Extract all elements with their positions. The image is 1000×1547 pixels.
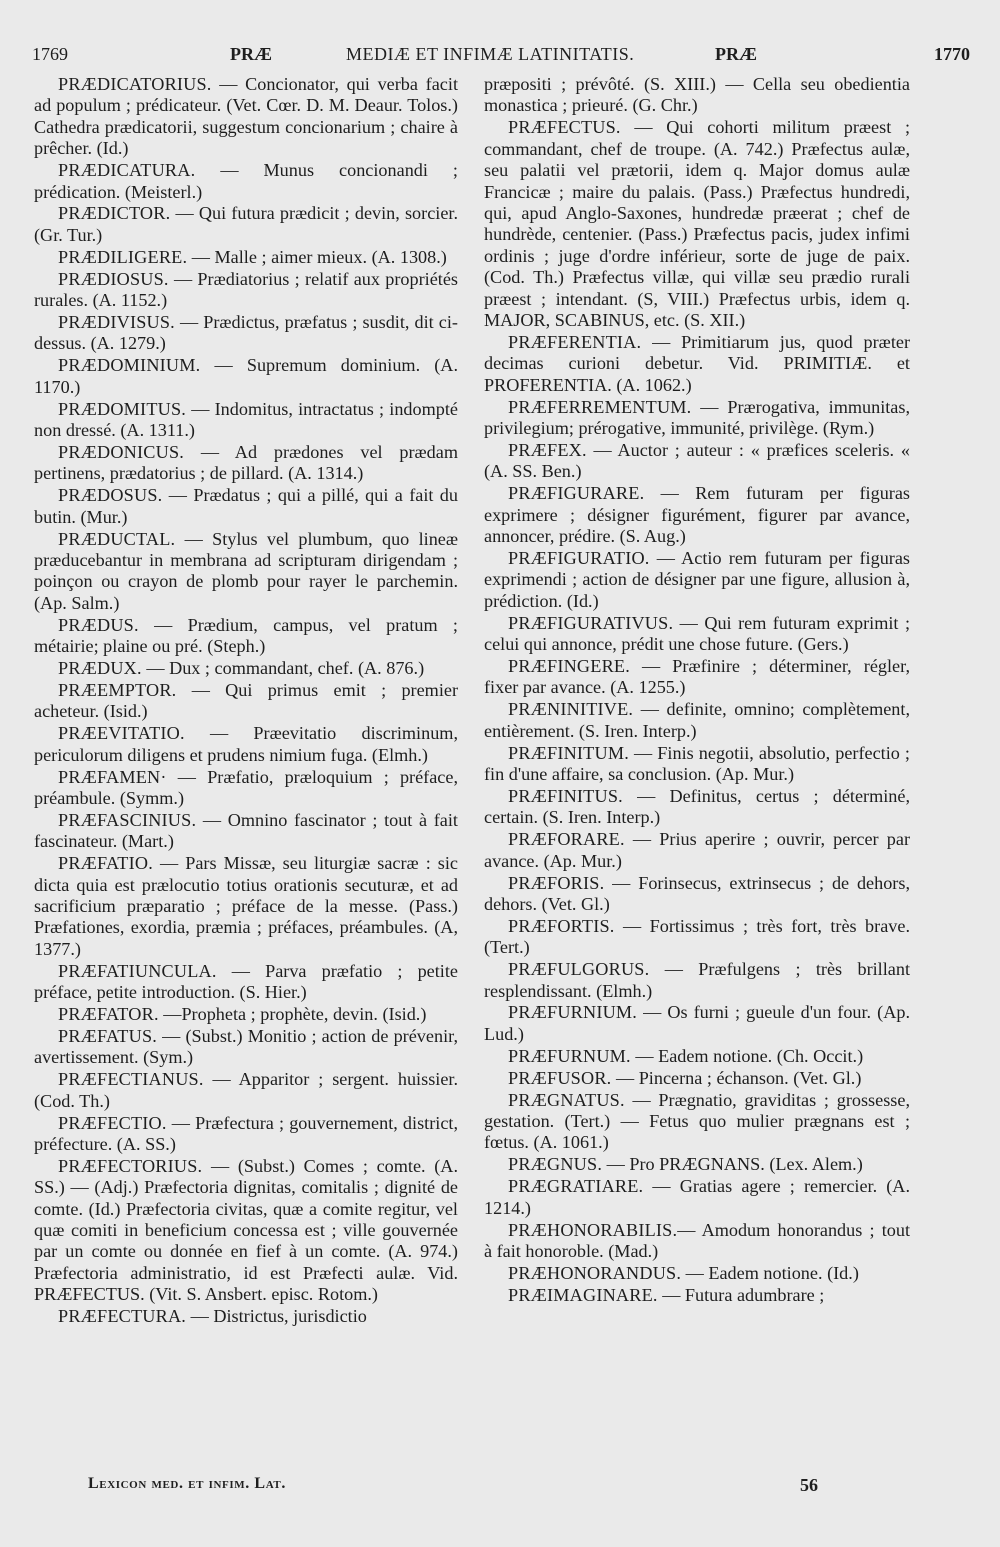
- entry-definition: — Districtus, jurisdictio: [186, 1306, 367, 1327]
- dictionary-entry: [484, 548, 910, 612]
- entry-headword: PRÆEMPTOR.: [58, 679, 177, 700]
- entry-definition: — Prius aperire ; ouvrir, percer par avance. (Ap. Mur.): [484, 829, 910, 871]
- entry-definition: — Os furni ; gueule d'un four. (Ap. Lud.): [484, 1002, 910, 1044]
- dictionary-entry: [484, 332, 910, 396]
- dictionary-entry: [34, 312, 458, 355]
- dictionary-entry: [484, 786, 910, 829]
- entry-definition: —Propheta ; prophète, devin. (Isid.): [158, 1003, 427, 1024]
- dictionary-entry: [484, 1176, 910, 1219]
- dictionary-entry: [484, 743, 910, 786]
- entry-definition: — Prædium, campus, vel pratum ; métairie; plaine ou pré. (Steph.): [34, 614, 458, 657]
- dictionary-entry: [34, 399, 458, 442]
- entry-definition: præpositi ; prévôté. (S. XIII.) — Cella seu obedientia monastica ; prieuré. (G. Chr.): [484, 74, 910, 116]
- entry-headword: PRÆFECTURA.: [58, 1306, 187, 1327]
- entry-headword: PRÆDUCTAL.: [58, 528, 176, 549]
- dictionary-entry: [484, 1068, 910, 1089]
- entry-headword: PRÆFORARE.: [508, 829, 625, 850]
- dictionary-entry: [484, 613, 910, 656]
- entry-definition: — Prægnatio, graviditas ; grossesse, gestation. (Tert.) — Fetus quo mulier prægnans est ; fœtus. (A. 1061.): [484, 1089, 910, 1153]
- entry-definition: — Eadem notione. (Ch. Occit.): [630, 1045, 864, 1066]
- entry-definition: — Præfinire ; déterminer, régler, fixer par avance. (A. 1255.): [484, 655, 910, 698]
- dictionary-entry: [34, 767, 458, 810]
- dictionary-entry: [34, 355, 458, 398]
- dictionary-entry: [484, 1002, 910, 1045]
- dictionary-entry: [484, 117, 910, 331]
- entry-definition: — Amodum honorandus ; tout à fait honoroble. (Mad.): [484, 1219, 910, 1261]
- entry-definition: — Prædatus ; qui a pillé, qui a fait du butin. (Mur.): [34, 485, 458, 527]
- dictionary-entry: [484, 1046, 910, 1067]
- entry-definition: — Munus concionandi ; prédication. (Meisterl.): [34, 160, 458, 202]
- entry-headword: PRÆFORIS.: [508, 872, 605, 893]
- entry-headword: PRÆDIOSUS.: [58, 268, 169, 289]
- dictionary-entry: [34, 961, 458, 1004]
- dictionary-entry: [484, 699, 910, 742]
- entry-definition: — Parva præfatio ; petite préface, petite introduction. (S. Hier.): [34, 960, 458, 1003]
- dictionary-entry: [484, 1285, 910, 1306]
- entry-headword: PRÆFATIO.: [58, 853, 153, 874]
- entry-definition: — Finis negotii, absolutio, perfectio ; fin d'une affaire, sa conclusion. (Ap. Mur.): [484, 742, 910, 784]
- dictionary-entry: [34, 615, 458, 658]
- dictionary-entry: [484, 959, 910, 1002]
- entry-headword: PRÆFORTIS.: [508, 915, 615, 936]
- dictionary-entry: [34, 1113, 458, 1156]
- entry-headword: PRÆDOMINIUM.: [58, 355, 201, 376]
- dictionary-entry: [484, 397, 910, 440]
- entry-headword: PRÆFERREMENTUM.: [508, 396, 692, 417]
- entry-headword: PRÆDICATORIUS.: [58, 74, 212, 94]
- entry-headword: PRÆFERENTIA.: [508, 331, 642, 352]
- entry-headword: PRÆFAMEN·: [58, 766, 167, 787]
- entry-headword: PRÆFIGURATIVUS.: [508, 612, 674, 633]
- left-column: [34, 74, 458, 1328]
- entry-headword: PRÆFEX.: [508, 439, 587, 460]
- entry-definition: — Qui primus emit ; premier acheteur. (Isid.): [34, 679, 458, 722]
- entry-headword: PRÆHONORABILIS.: [508, 1219, 678, 1240]
- entry-headword: PRÆFURNIUM.: [508, 1002, 638, 1023]
- entry-headword: PRÆFATOR.: [58, 1003, 159, 1024]
- entry-headword: PRÆGRATIARE.: [508, 1176, 644, 1197]
- entry-definition: — Præfatio, præloquium ; préface, préambule. (Symm.): [34, 766, 458, 808]
- entry-definition: — (Subst.) Comes ; comte. (A. SS.) — (Adj.) Præfectoria dignitas, comitalis ; dignité de comte. (Id.) Præfectoria civitas, quæ a comite regitur, vel quæ comiti in beneficium concessa est ; ville gouvernée par un comte ou donnée en fief à un comte. (A. 974.) Præfectoria administratio, id est Præfecti aulæ. Vid. PRÆFECTUS. (Vit. S. Ansbert. episc. Rotom.): [34, 1155, 458, 1305]
- running-title: MEDIÆ ET INFIMÆ LATINITATIS.: [346, 44, 635, 64]
- dictionary-entry: [34, 529, 458, 615]
- entry-headword: PRÆFIGURARE.: [508, 483, 645, 504]
- entry-definition: — definite, omnino; complètement, entièrement. (S. Iren. Interp.): [484, 699, 910, 741]
- entry-definition: — Eadem notione. (Id.): [681, 1262, 859, 1283]
- dictionary-entry: [484, 656, 910, 699]
- dictionary-entry: [484, 916, 910, 959]
- dictionary-entry: [34, 658, 458, 679]
- dictionary-entry: [34, 203, 458, 246]
- entry-headword: PRÆDOSUS.: [58, 485, 163, 506]
- dictionary-entry: [34, 442, 458, 485]
- entry-headword: PRÆFINITUS.: [508, 785, 623, 806]
- entry-definition: — Apparitor ; sergent. huissier. (Cod. Th.): [34, 1069, 458, 1111]
- entry-definition: — Indomitus, intractatus ; indompté non dressé. (A. 1311.): [34, 398, 458, 440]
- entry-headword: PRÆFECTIO.: [58, 1112, 167, 1133]
- entry-definition: — Primitiarum jus, quod præter decimas curioni debetur. Vid. PRIMITIÆ. et PROFERENTIA. (A. 1062.): [484, 331, 910, 395]
- entry-headword: PRÆIMAGINARE.: [508, 1284, 658, 1305]
- entry-definition: — Qui rem futuram exprimit ; celui qui annonce, prédit une chose future. (Gers.): [484, 612, 910, 655]
- dictionary-entry: [34, 269, 458, 312]
- entry-headword: PRÆFATUS.: [58, 1025, 158, 1046]
- right-column: [484, 74, 910, 1307]
- entry-definition: — Prædiatorius ; relatif aux propriétés rurales. (A. 1152.): [34, 268, 458, 311]
- entry-headword: PRÆEVITATIO.: [58, 723, 185, 744]
- entry-definition: — Qui futura prædicit ; devin, sorcier. (Gr. Tur.): [34, 203, 458, 245]
- entry-definition: — Præfectura ; gouvernement, district, préfecture. (A. SS.): [34, 1112, 458, 1154]
- entry-headword: PRÆDONICUS.: [58, 441, 185, 462]
- entry-headword: PRÆFASCINIUS.: [58, 809, 197, 830]
- right-guide-word: PRÆ: [715, 44, 757, 64]
- entry-headword: PRÆDIVISUS.: [58, 311, 175, 332]
- entry-definition: — Definitus, certus ; déterminé, certain. (S. Iren. Interp.): [484, 785, 910, 828]
- dictionary-entry: [34, 680, 458, 723]
- dictionary-entry: [34, 723, 458, 766]
- left-guide-word: PRÆ: [230, 44, 272, 64]
- entry-headword: PRÆFATIUNCULA.: [58, 960, 217, 981]
- entry-definition: — Supremum dominium. (A. 1170.): [34, 355, 458, 397]
- entry-headword: PRÆFECTORIUS.: [58, 1155, 203, 1176]
- entry-headword: PRÆFIGURATIO.: [508, 547, 650, 568]
- dictionary-entry: [34, 1026, 458, 1069]
- entry-definition: — Futura adumbrare ;: [657, 1284, 825, 1305]
- entry-definition: — Concionator, qui verba facit ad populum ; prédicateur. (Vet. Cœr. D. M. Deaur. Tolos.) Cathedra prædicatorii, suggestum concionarium ; chaire à prêcher. (Id.): [34, 74, 458, 159]
- entry-definition: — Præfulgens ; très brillant resplendissant. (Elmh.): [484, 959, 910, 1001]
- entry-definition: — Malle ; aimer mieux. (A. 1308.): [187, 246, 447, 267]
- entry-headword: PRÆFINITUM.: [508, 742, 629, 763]
- dictionary-entry: [484, 873, 910, 916]
- entry-headword: PRÆGNUS.: [508, 1154, 603, 1175]
- running-header: [30, 44, 970, 70]
- dictionary-entry: [34, 1069, 458, 1112]
- entry-headword: PRÆFINGERE.: [508, 655, 630, 676]
- entry-headword: PRÆGNATUS.: [508, 1089, 625, 1110]
- dictionary-entry: [484, 74, 910, 117]
- entry-definition: — (Subst.) Monitio ; action de prévenir, avertissement. (Sym.): [34, 1025, 458, 1068]
- dictionary-entry: [34, 247, 458, 268]
- entry-headword: PRÆFUSOR.: [508, 1067, 612, 1088]
- dictionary-entry: [34, 1156, 458, 1306]
- dictionary-entry: [34, 485, 458, 528]
- dictionary-entry: [34, 160, 458, 203]
- left-page-number: 1769: [32, 44, 68, 64]
- footer-sheet-number: 56: [800, 1475, 818, 1495]
- entry-headword: PRÆFULGORUS.: [508, 959, 650, 980]
- entry-headword: PRÆDUX.: [58, 657, 142, 678]
- dictionary-entry: [34, 1306, 458, 1327]
- dictionary-entry: [484, 440, 910, 483]
- entry-headword: PRÆHONORANDUS.: [508, 1262, 682, 1283]
- entry-definition: — Auctor ; auteur : « præfices sceleris. « (A. SS. Ben.): [484, 439, 910, 482]
- entry-headword: PRÆDUS.: [58, 614, 139, 635]
- entry-headword: PRÆDILIGERE.: [58, 246, 188, 267]
- dictionary-entry: [484, 1154, 910, 1175]
- entry-definition: — Pars Missæ, seu liturgiæ sacræ : sic dicta quia est prælocutio totius orationis secuturæ, et ad sacrificium præparatio ; préface de la messe. (Pass.) Præfationes, exordia, præmia ; préfaces, préambules. (A, 1377.): [34, 853, 458, 959]
- entry-definition: — Omnino fascinator ; tout à fait fascinateur. (Mart.): [34, 809, 458, 852]
- entry-headword: PRÆNINITIVE.: [508, 699, 634, 720]
- dictionary-entry: [484, 1090, 910, 1154]
- dictionary-entry: [484, 1263, 910, 1284]
- entry-definition: — Stylus vel plumbum, quo lineæ præducebantur in membrana ad scripturam dirigendam ; poinçon ou crayon de plomb pour rayer le parchemin. (Ap. Salm.): [34, 528, 458, 613]
- right-page-number: 1770: [934, 44, 970, 64]
- dictionary-entry: [34, 1004, 458, 1025]
- entry-definition: — Rem futuram per figuras exprimere ; désigner figurément, figurer par avance, annoncer, prédire. (S. Aug.): [484, 483, 910, 547]
- entry-definition: — Ad prædones vel prædam pertinens, prædatorius ; de pillard. (A. 1314.): [34, 441, 458, 484]
- dictionary-entry: [484, 483, 910, 547]
- entry-headword: PRÆFECTUS.: [508, 117, 621, 138]
- entry-headword: PRÆDICTOR.: [58, 203, 171, 224]
- entry-definition: — Prærogativa, immunitas, privilegium; prérogative, immunité, privilège. (Rym.): [484, 396, 910, 438]
- entry-headword: PRÆFECTIANUS.: [58, 1069, 204, 1090]
- entry-definition: — Dux ; commandant, chef. (A. 876.): [141, 657, 425, 678]
- entry-definition: — Prædictus, præfatus ; susdit, dit ci-dessus. (A. 1279.): [34, 311, 458, 354]
- entry-headword: PRÆFURNUM.: [508, 1045, 631, 1066]
- entry-definition: — Qui cohorti militum præest ; commandant, chef de troupe. (A. 742.) Præfectus aulæ, seu palatii vel prætorii, idem q. Major domus aulæ Franciсæ ; maire du palais. (Pass.) Præfectus hundredi, qui, apud Anglo-Saxones, hundredæ præerat ; chef de hundrède, centenier. (Pass.) Præfectus pacis, judex infimi ordinis ; juge d'ordre inférieur, sorte de juge de paix. (Cod. Th.) Præfectus villæ, qui villæ seu prædio rurali præest ; intendant. (S, VIII.) Præfectus urbis, idem q. MAJOR, SCABINUS, etc. (S. XII.): [484, 117, 910, 330]
- dictionary-entry: [484, 829, 910, 872]
- dictionary-entry: [34, 810, 458, 853]
- dictionary-entry: [34, 853, 458, 960]
- entry-definition: — Forinsecus, extrinsecus ; de dehors, dehors. (Vet. Gl.): [484, 872, 910, 914]
- dictionary-entry: [484, 1220, 910, 1263]
- entry-definition: — Fortissimus ; très fort, très brave. (Tert.): [484, 915, 910, 958]
- entry-definition: — Gratias agere ; remercier. (A. 1214.): [484, 1176, 910, 1218]
- dictionary-entry: [34, 74, 458, 160]
- entry-definition: — Præevitatio discriminum, periculorum diligens et prudens nimium fuga. (Elmh.): [34, 723, 458, 765]
- page-footer: [30, 1475, 970, 1499]
- entry-definition: — Pro PRÆGNANS. (Lex. Alem.): [602, 1154, 863, 1175]
- entry-definition: — Actio rem futuram per figuras exprimendi ; action de désigner par une figure, allusion à, prédiction. (Id.): [484, 547, 910, 611]
- entry-headword: PRÆDOMITUS.: [58, 398, 187, 419]
- footer-signature: Lexicon med. et infim. Lat.: [88, 1475, 286, 1492]
- entry-definition: — Pincerna ; échanson. (Vet. Gl.): [611, 1067, 862, 1088]
- entry-headword: PRÆDICATURA.: [58, 160, 196, 181]
